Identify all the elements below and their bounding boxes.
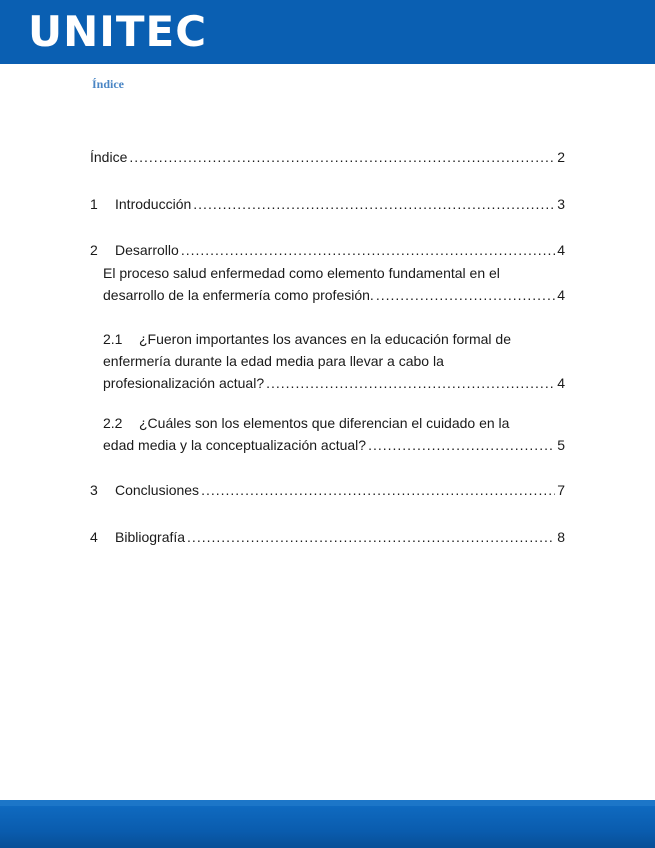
footer-band [0, 806, 655, 848]
toc-entry-title: Conclusiones [115, 482, 200, 498]
toc-leader [181, 239, 555, 261]
toc-leader [201, 479, 555, 501]
toc-entry-title-line1: ¿Cuáles son los elementos que diferencian el cuidado en la [139, 415, 510, 431]
toc-entry-number: 1 [90, 196, 98, 212]
toc-entry-number: 4 [90, 529, 98, 545]
toc-entry-page: 4 [557, 287, 565, 303]
toc-leader [129, 146, 555, 168]
toc-entry-page: 2 [557, 149, 565, 165]
toc-entry-introduccion[interactable] [90, 193, 565, 215]
page-header [0, 0, 655, 64]
toc-entry-title: Desarrollo [115, 242, 179, 258]
toc-entry-title-line2: enfermería durante la edad media para llevar a cabo la [103, 353, 444, 369]
toc-entry-title: Introducción [115, 196, 192, 212]
toc-leader [187, 526, 555, 548]
toc-entry-page: 3 [557, 196, 565, 212]
toc-leader [193, 193, 555, 215]
toc-entry-proceso-salud[interactable] [103, 262, 565, 306]
toc-leader [266, 372, 555, 394]
toc-entry-page: 5 [557, 437, 565, 453]
toc-entry-title-line1: ¿Fueron importantes los avances en la educación formal de [139, 331, 511, 347]
toc-entry-bibliografia[interactable] [90, 526, 565, 548]
toc-entry-conclusiones[interactable] [90, 479, 565, 501]
toc-entry-indice[interactable] [90, 146, 565, 168]
toc-leader [376, 284, 555, 306]
toc-entry-title-line2: desarrollo de la enfermería como profesión. [103, 287, 374, 303]
toc-entry-title-line3: profesionalización actual? [103, 375, 265, 391]
toc-entry-number: 2.2 [103, 415, 123, 431]
toc-entry-title: Bibliografía [115, 529, 186, 545]
unitec-logo: UNITEC [28, 7, 208, 56]
toc-entry-page: 4 [557, 242, 565, 258]
toc-entry-page: 4 [557, 375, 565, 391]
toc-entry-number: 2 [90, 242, 98, 258]
toc-entry-page: 8 [557, 529, 565, 545]
toc-entry-page: 7 [557, 482, 565, 498]
page-footer [0, 800, 655, 848]
toc-entry-2-2[interactable] [103, 412, 565, 456]
toc-entry-title: Índice [90, 149, 128, 165]
toc-entry-desarrollo[interactable] [90, 239, 565, 261]
toc-entry-title-line2: edad media y la conceptualización actual? [103, 437, 367, 453]
toc-entry-number: 3 [90, 482, 98, 498]
section-label: Índice [92, 77, 125, 91]
toc-leader [368, 434, 555, 456]
toc-entry-number: 2.1 [103, 331, 123, 347]
toc-entry-2-1[interactable] [103, 328, 565, 394]
toc-entry-title-line1: El proceso salud enfermedad como elemento fundamental en el [103, 265, 500, 281]
